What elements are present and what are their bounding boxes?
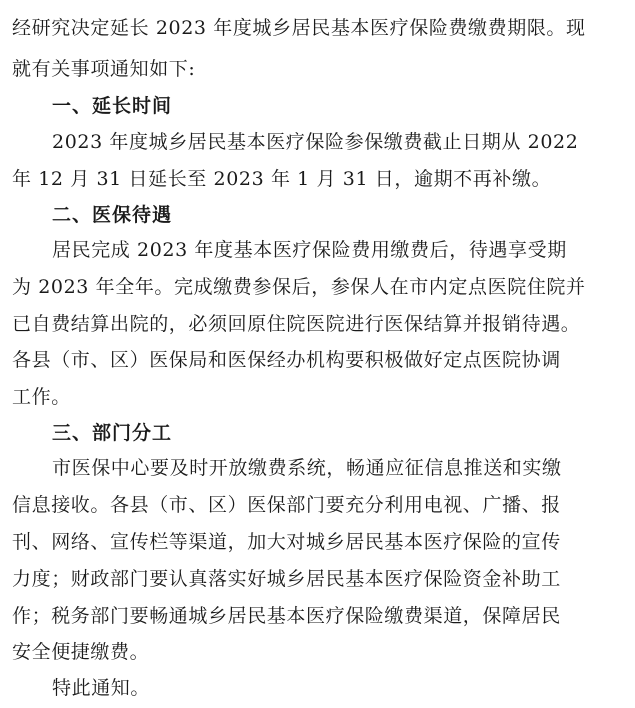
section-heading-medical-benefits: 二、医保待遇 [52, 204, 173, 226]
section2-line-2: 为 2023 年全年。完成缴费参保后，参保人在市内定点医院住院并 [12, 276, 586, 298]
closing-line: 特此通知。 [52, 677, 151, 699]
section1-line-1: 2023 年度城乡居民基本医疗保险参保缴费截止日期从 2022 [52, 131, 579, 153]
section2-line-3: 已自费结算出院的，必须回原住院医院进行医保结算并报销待遇。 [12, 313, 581, 335]
intro-line-1: 经研究决定延长 2023 年度城乡居民基本医疗保险费缴费期限。现 [12, 17, 586, 39]
section3-line-4: 力度；财政部门要认真落实好城乡居民基本医疗保险资金补助工 [12, 568, 561, 590]
section-heading-division-of-labor: 三、部门分工 [52, 422, 173, 444]
section3-line-5: 作；税务部门要畅通城乡居民基本医疗保险缴费渠道，保障居民 [12, 605, 561, 627]
section2-line-5: 工作。 [12, 386, 71, 408]
section3-line-1: 市医保中心要及时开放缴费系统，畅通应征信息推送和实缴 [52, 457, 562, 479]
section1-line-2: 年 12 月 31 日延长至 2023 年 1 月 31 日，逾期不再补缴。 [12, 168, 552, 190]
section-heading-extension-time: 一、延长时间 [52, 95, 173, 117]
section2-line-1: 居民完成 2023 年度基本医疗保险费用缴费后，待遇享受期 [52, 239, 567, 261]
section3-line-3: 刊、网络、宣传栏等渠道，加大对城乡居民基本医疗保险的宣传 [12, 531, 561, 553]
intro-line-2: 就有关事项通知如下: [12, 58, 196, 80]
section3-line-2: 信息接收。各县（市、区）医保部门要充分利用电视、广播、报 [12, 494, 561, 516]
section2-line-4: 各县（市、区）医保局和医保经办机构要积极做好定点医院协调 [12, 349, 561, 371]
section3-line-6: 安全便捷缴费。 [12, 641, 150, 663]
